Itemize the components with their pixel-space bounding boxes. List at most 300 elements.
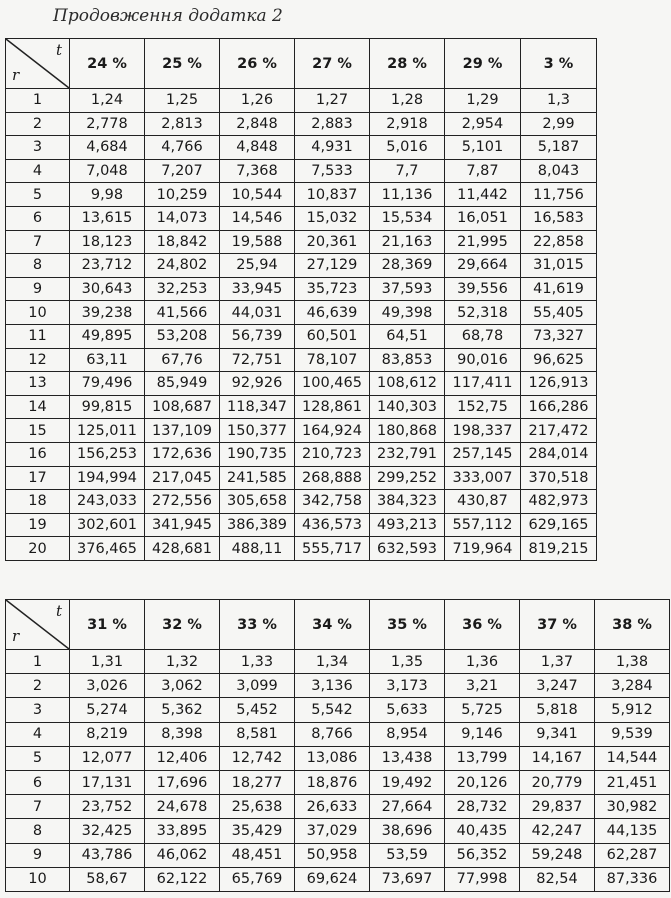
value-cell: 428,681 [145, 537, 220, 561]
value-cell: 68,78 [445, 324, 521, 348]
value-cell: 32,253 [145, 277, 220, 301]
period-cell: 7 [6, 795, 70, 819]
value-cell: 39,556 [445, 277, 521, 301]
value-cell: 7,048 [70, 159, 145, 183]
value-cell: 1,32 [145, 650, 220, 674]
value-cell: 60,501 [295, 324, 370, 348]
corner-label-t: t [55, 602, 62, 620]
value-cell: 8,043 [521, 159, 597, 183]
period-cell: 7 [6, 230, 70, 254]
period-cell: 1 [6, 650, 70, 674]
value-cell: 3,284 [595, 674, 670, 698]
value-cell: 14,544 [595, 746, 670, 770]
value-cell: 41,619 [521, 277, 597, 301]
value-cell: 29,664 [445, 254, 521, 278]
table-row [6, 513, 597, 537]
value-cell: 69,624 [295, 867, 370, 891]
value-cell: 126,913 [521, 372, 597, 396]
table-row [6, 698, 670, 722]
value-cell: 30,982 [595, 795, 670, 819]
value-cell: 67,76 [145, 348, 220, 372]
table-row [6, 650, 670, 674]
value-cell: 9,98 [70, 183, 145, 207]
value-cell: 2,813 [145, 112, 220, 136]
value-cell: 19,492 [370, 770, 445, 794]
value-cell: 156,253 [70, 442, 145, 466]
value-cell: 299,252 [370, 466, 445, 490]
value-cell: 137,109 [145, 419, 220, 443]
value-cell: 13,615 [70, 206, 145, 230]
value-cell: 341,945 [145, 513, 220, 537]
value-cell: 198,337 [445, 419, 521, 443]
value-cell: 18,876 [295, 770, 370, 794]
value-cell: 13,799 [445, 746, 520, 770]
value-cell: 4,684 [70, 136, 145, 160]
rate-header: 36 % [445, 600, 520, 650]
value-cell: 3,173 [370, 674, 445, 698]
value-cell: 25,94 [220, 254, 295, 278]
rate-header: 27 % [295, 39, 370, 89]
table-row [6, 324, 597, 348]
value-cell: 1,31 [70, 650, 145, 674]
period-cell: 15 [6, 419, 70, 443]
period-cell: 18 [6, 490, 70, 514]
rate-header: 38 % [595, 600, 670, 650]
value-cell: 28,732 [445, 795, 520, 819]
value-cell: 25,638 [220, 795, 295, 819]
value-cell: 99,815 [70, 395, 145, 419]
period-cell: 14 [6, 395, 70, 419]
value-cell: 3,026 [70, 674, 145, 698]
value-cell: 632,593 [370, 537, 445, 561]
value-cell: 33,895 [145, 819, 220, 843]
value-cell: 342,758 [295, 490, 370, 514]
table-row [6, 372, 597, 396]
value-cell: 5,362 [145, 698, 220, 722]
value-cell: 82,54 [520, 867, 595, 891]
value-cell: 30,643 [70, 277, 145, 301]
value-cell: 108,687 [145, 395, 220, 419]
value-cell: 2,918 [370, 112, 445, 136]
value-cell: 79,496 [70, 372, 145, 396]
value-cell: 22,858 [521, 230, 597, 254]
value-cell: 62,122 [145, 867, 220, 891]
value-cell: 140,303 [370, 395, 445, 419]
value-cell: 2,883 [295, 112, 370, 136]
value-cell: 48,451 [220, 843, 295, 867]
value-cell: 14,073 [145, 206, 220, 230]
value-cell: 33,945 [220, 277, 295, 301]
corner-label-r: r [12, 627, 20, 645]
value-cell: 39,238 [70, 301, 145, 325]
value-cell: 210,723 [295, 442, 370, 466]
value-cell: 1,34 [295, 650, 370, 674]
header-row [6, 39, 597, 89]
value-cell: 32,425 [70, 819, 145, 843]
value-cell: 2,954 [445, 112, 521, 136]
value-cell: 629,165 [521, 513, 597, 537]
period-cell: 13 [6, 372, 70, 396]
value-cell: 436,573 [295, 513, 370, 537]
value-cell: 63,11 [70, 348, 145, 372]
period-cell: 8 [6, 254, 70, 278]
value-cell: 5,274 [70, 698, 145, 722]
rate-header: 33 % [220, 600, 295, 650]
value-cell: 56,352 [445, 843, 520, 867]
rate-header: 26 % [220, 39, 295, 89]
value-cell: 557,112 [445, 513, 521, 537]
value-cell: 5,452 [220, 698, 295, 722]
value-cell: 5,633 [370, 698, 445, 722]
value-cell: 2,99 [521, 112, 597, 136]
value-cell: 268,888 [295, 466, 370, 490]
value-cell: 118,347 [220, 395, 295, 419]
value-cell: 14,546 [220, 206, 295, 230]
value-cell: 4,848 [220, 136, 295, 160]
corner-cell [6, 39, 70, 89]
rate-header: 35 % [370, 600, 445, 650]
value-cell: 16,583 [521, 206, 597, 230]
value-cell: 488,11 [220, 537, 295, 561]
value-cell: 272,556 [145, 490, 220, 514]
value-cell: 128,861 [295, 395, 370, 419]
table-row [6, 112, 597, 136]
period-cell: 17 [6, 466, 70, 490]
value-cell: 10,259 [145, 183, 220, 207]
table-row [6, 419, 597, 443]
value-cell: 217,472 [521, 419, 597, 443]
value-cell: 62,287 [595, 843, 670, 867]
value-cell: 7,87 [445, 159, 521, 183]
value-cell: 20,779 [520, 770, 595, 794]
value-cell: 35,723 [295, 277, 370, 301]
value-cell: 72,751 [220, 348, 295, 372]
corner-label-t: t [55, 41, 62, 59]
value-cell: 12,077 [70, 746, 145, 770]
value-cell: 376,465 [70, 537, 145, 561]
value-cell: 92,926 [220, 372, 295, 396]
value-cell: 493,213 [370, 513, 445, 537]
value-cell: 117,411 [445, 372, 521, 396]
value-cell: 15,032 [295, 206, 370, 230]
period-cell: 3 [6, 698, 70, 722]
value-cell: 41,566 [145, 301, 220, 325]
compound-table-1 [5, 38, 597, 561]
value-cell: 44,135 [595, 819, 670, 843]
value-cell: 150,377 [220, 419, 295, 443]
value-cell: 482,973 [521, 490, 597, 514]
value-cell: 59,248 [520, 843, 595, 867]
period-cell: 16 [6, 442, 70, 466]
value-cell: 77,998 [445, 867, 520, 891]
value-cell: 1,29 [445, 89, 521, 113]
value-cell: 1,25 [145, 89, 220, 113]
value-cell: 8,954 [370, 722, 445, 746]
value-cell: 5,016 [370, 136, 445, 160]
table-row [6, 442, 597, 466]
value-cell: 8,398 [145, 722, 220, 746]
value-cell: 18,123 [70, 230, 145, 254]
value-cell: 5,187 [521, 136, 597, 160]
value-cell: 1,27 [295, 89, 370, 113]
value-cell: 96,625 [521, 348, 597, 372]
value-cell: 305,658 [220, 490, 295, 514]
value-cell: 3,136 [295, 674, 370, 698]
value-cell: 333,007 [445, 466, 521, 490]
rate-header: 29 % [445, 39, 521, 89]
value-cell: 172,636 [145, 442, 220, 466]
compound-table-2 [5, 599, 670, 892]
value-cell: 65,769 [220, 867, 295, 891]
value-cell: 125,011 [70, 419, 145, 443]
value-cell: 2,778 [70, 112, 145, 136]
table-row [6, 206, 597, 230]
value-cell: 9,539 [595, 722, 670, 746]
table-row [6, 819, 670, 843]
value-cell: 87,336 [595, 867, 670, 891]
value-cell: 10,837 [295, 183, 370, 207]
value-cell: 5,818 [520, 698, 595, 722]
period-cell: 6 [6, 770, 70, 794]
value-cell: 5,912 [595, 698, 670, 722]
value-cell: 8,581 [220, 722, 295, 746]
value-cell: 1,36 [445, 650, 520, 674]
value-cell: 7,7 [370, 159, 445, 183]
period-cell: 2 [6, 112, 70, 136]
period-cell: 10 [6, 867, 70, 891]
value-cell: 43,786 [70, 843, 145, 867]
value-cell: 555,717 [295, 537, 370, 561]
value-cell: 5,101 [445, 136, 521, 160]
value-cell: 78,107 [295, 348, 370, 372]
value-cell: 9,341 [520, 722, 595, 746]
value-cell: 386,389 [220, 513, 295, 537]
corner-cell [6, 600, 70, 650]
value-cell: 3,21 [445, 674, 520, 698]
value-cell: 16,051 [445, 206, 521, 230]
value-cell: 26,633 [295, 795, 370, 819]
table-row [6, 490, 597, 514]
value-cell: 24,802 [145, 254, 220, 278]
rate-header: 24 % [70, 39, 145, 89]
period-cell: 9 [6, 843, 70, 867]
value-cell: 10,544 [220, 183, 295, 207]
table-row [6, 136, 597, 160]
value-cell: 1,3 [521, 89, 597, 113]
value-cell: 49,895 [70, 324, 145, 348]
page-caption: Продовження додатка 2 [53, 6, 283, 26]
value-cell: 52,318 [445, 301, 521, 325]
value-cell: 19,588 [220, 230, 295, 254]
value-cell: 5,542 [295, 698, 370, 722]
table-row [6, 254, 597, 278]
table-row [6, 159, 597, 183]
value-cell: 56,739 [220, 324, 295, 348]
value-cell: 11,756 [521, 183, 597, 207]
rate-header: 3 % [521, 39, 597, 89]
value-cell: 21,451 [595, 770, 670, 794]
period-cell: 19 [6, 513, 70, 537]
value-cell: 24,678 [145, 795, 220, 819]
table-row [6, 770, 670, 794]
rate-header: 37 % [520, 600, 595, 650]
value-cell: 8,219 [70, 722, 145, 746]
value-cell: 73,697 [370, 867, 445, 891]
value-cell: 15,534 [370, 206, 445, 230]
value-cell: 17,131 [70, 770, 145, 794]
table-row [6, 537, 597, 561]
value-cell: 241,585 [220, 466, 295, 490]
period-cell: 10 [6, 301, 70, 325]
value-cell: 28,369 [370, 254, 445, 278]
value-cell: 83,853 [370, 348, 445, 372]
value-cell: 1,37 [520, 650, 595, 674]
table-row [6, 795, 670, 819]
value-cell: 108,612 [370, 372, 445, 396]
table-row [6, 867, 670, 891]
value-cell: 819,215 [521, 537, 597, 561]
value-cell: 17,696 [145, 770, 220, 794]
value-cell: 13,086 [295, 746, 370, 770]
value-cell: 257,145 [445, 442, 521, 466]
table-row [6, 183, 597, 207]
value-cell: 4,766 [145, 136, 220, 160]
value-cell: 5,725 [445, 698, 520, 722]
value-cell: 1,35 [370, 650, 445, 674]
value-cell: 85,949 [145, 372, 220, 396]
value-cell: 8,766 [295, 722, 370, 746]
value-cell: 4,931 [295, 136, 370, 160]
period-cell: 6 [6, 206, 70, 230]
value-cell: 284,014 [521, 442, 597, 466]
value-cell: 370,518 [521, 466, 597, 490]
value-cell: 152,75 [445, 395, 521, 419]
value-cell: 53,59 [370, 843, 445, 867]
table-row [6, 277, 597, 301]
value-cell: 14,167 [520, 746, 595, 770]
value-cell: 430,87 [445, 490, 521, 514]
value-cell: 23,712 [70, 254, 145, 278]
value-cell: 21,163 [370, 230, 445, 254]
value-cell: 37,593 [370, 277, 445, 301]
period-cell: 5 [6, 183, 70, 207]
value-cell: 3,099 [220, 674, 295, 698]
value-cell: 13,438 [370, 746, 445, 770]
value-cell: 217,045 [145, 466, 220, 490]
value-cell: 100,465 [295, 372, 370, 396]
table-row [6, 301, 597, 325]
table-row [6, 89, 597, 113]
value-cell: 11,136 [370, 183, 445, 207]
table-row [6, 230, 597, 254]
value-cell: 90,016 [445, 348, 521, 372]
value-cell: 180,868 [370, 419, 445, 443]
value-cell: 23,752 [70, 795, 145, 819]
table-row [6, 843, 670, 867]
table-row [6, 466, 597, 490]
table-row [6, 722, 670, 746]
value-cell: 384,323 [370, 490, 445, 514]
value-cell: 44,031 [220, 301, 295, 325]
rate-header: 34 % [295, 600, 370, 650]
value-cell: 31,015 [521, 254, 597, 278]
value-cell: 40,435 [445, 819, 520, 843]
value-cell: 719,964 [445, 537, 521, 561]
value-cell: 1,28 [370, 89, 445, 113]
value-cell: 53,208 [145, 324, 220, 348]
value-cell: 73,327 [521, 324, 597, 348]
value-cell: 27,129 [295, 254, 370, 278]
value-cell: 20,126 [445, 770, 520, 794]
value-cell: 7,207 [145, 159, 220, 183]
period-cell: 3 [6, 136, 70, 160]
value-cell: 20,361 [295, 230, 370, 254]
table-row [6, 348, 597, 372]
period-cell: 8 [6, 819, 70, 843]
value-cell: 18,842 [145, 230, 220, 254]
period-cell: 20 [6, 537, 70, 561]
value-cell: 3,062 [145, 674, 220, 698]
period-cell: 11 [6, 324, 70, 348]
value-cell: 49,398 [370, 301, 445, 325]
period-cell: 4 [6, 159, 70, 183]
value-cell: 3,247 [520, 674, 595, 698]
period-cell: 4 [6, 722, 70, 746]
value-cell: 27,664 [370, 795, 445, 819]
rate-header: 28 % [370, 39, 445, 89]
header-row [6, 600, 670, 650]
period-cell: 1 [6, 89, 70, 113]
value-cell: 29,837 [520, 795, 595, 819]
value-cell: 11,442 [445, 183, 521, 207]
value-cell: 232,791 [370, 442, 445, 466]
table-row [6, 674, 670, 698]
value-cell: 166,286 [521, 395, 597, 419]
period-cell: 2 [6, 674, 70, 698]
value-cell: 35,429 [220, 819, 295, 843]
value-cell: 18,277 [220, 770, 295, 794]
value-cell: 12,406 [145, 746, 220, 770]
value-cell: 1,38 [595, 650, 670, 674]
value-cell: 58,67 [70, 867, 145, 891]
value-cell: 37,029 [295, 819, 370, 843]
corner-label-r: r [12, 66, 20, 84]
value-cell: 7,533 [295, 159, 370, 183]
value-cell: 2,848 [220, 112, 295, 136]
value-cell: 46,639 [295, 301, 370, 325]
value-cell: 12,742 [220, 746, 295, 770]
value-cell: 7,368 [220, 159, 295, 183]
value-cell: 42,247 [520, 819, 595, 843]
table-row [6, 395, 597, 419]
value-cell: 194,994 [70, 466, 145, 490]
value-cell: 1,26 [220, 89, 295, 113]
value-cell: 1,24 [70, 89, 145, 113]
period-cell: 5 [6, 746, 70, 770]
value-cell: 55,405 [521, 301, 597, 325]
rate-header: 31 % [70, 600, 145, 650]
table-row [6, 746, 670, 770]
value-cell: 9,146 [445, 722, 520, 746]
value-cell: 64,51 [370, 324, 445, 348]
value-cell: 1,33 [220, 650, 295, 674]
value-cell: 164,924 [295, 419, 370, 443]
period-cell: 9 [6, 277, 70, 301]
value-cell: 243,033 [70, 490, 145, 514]
rate-header: 25 % [145, 39, 220, 89]
value-cell: 38,696 [370, 819, 445, 843]
rate-header: 32 % [145, 600, 220, 650]
